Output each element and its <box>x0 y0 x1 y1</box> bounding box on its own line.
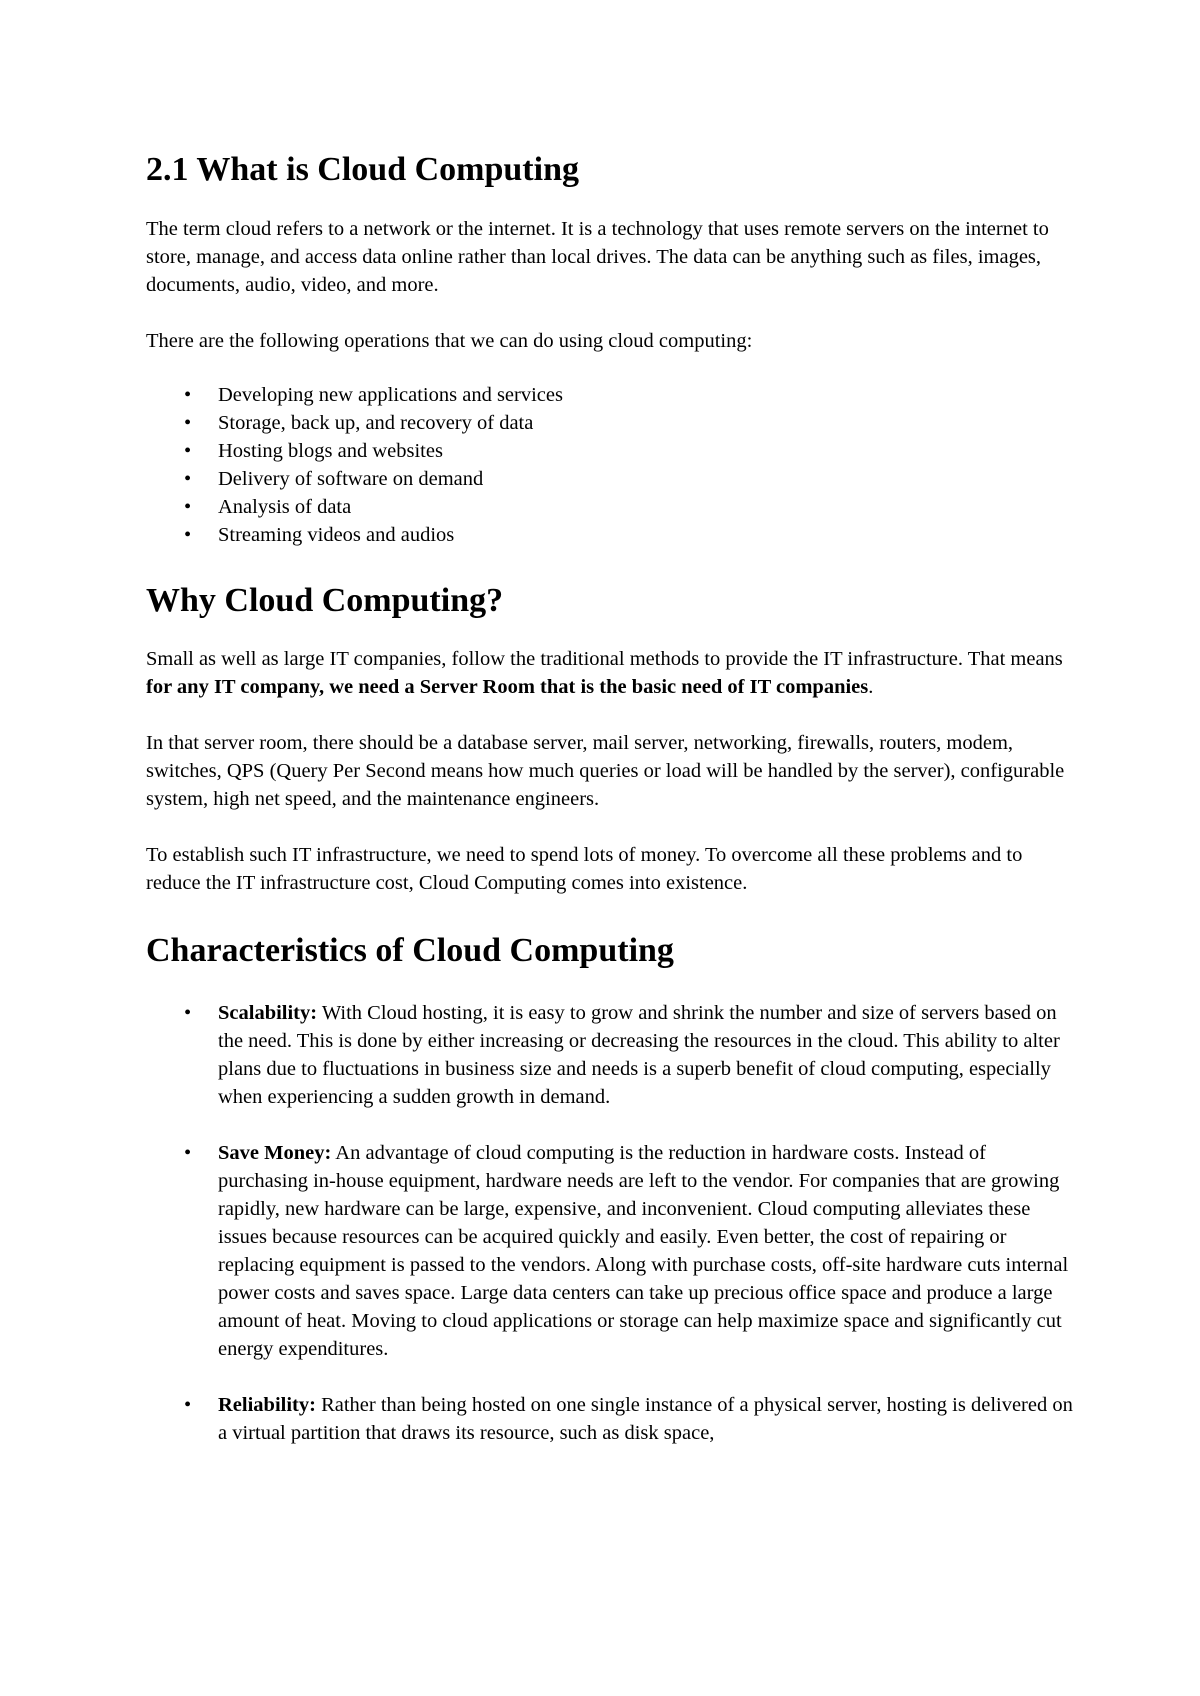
paragraph-infrastructure-cost: To establish such IT infrastructure, we need to spend lots of money. To overcome all these problems and to reduce the IT infrastructure cost, Cloud Computing comes into existence. <box>146 844 1023 894</box>
bullet-icon: • <box>184 1002 192 1024</box>
term-label: Reliability: <box>218 1394 316 1416</box>
paragraph-server-room: In that server room, there should be a database server, mail server, networking, firewalls, routers, modem, switches, QPS (Query Per Second means how much queries or load will be handled by the server), configurable system, high net speed, and the maintenance engineers. <box>146 732 1065 810</box>
term-label: Save Money: <box>218 1142 332 1164</box>
list-item: • Storage, back up, and recovery of data <box>146 409 1076 437</box>
bullet-icon: • <box>184 412 192 434</box>
paragraph-cloud-definition: The term cloud refers to a network or the internet. It is a technology that uses remote servers on the internet to store, manage, and access data online rather than local drives. The data can be anything such as files, images, documents, audio, video, and more. <box>146 218 1049 296</box>
operations-list <box>146 381 1076 549</box>
list-item-scalability: • Scalability: With Cloud hosting, it is easy to grow and shrink the number and size of servers based on the need. This is done by either increasing or decreasing the resources in the cloud. This ability to alter plans due to fluctuations in business size and needs is a superb benefit of cloud computing, especially when experiencing a sudden growth in demand. <box>146 999 1076 1111</box>
bullet-icon: • <box>184 524 192 546</box>
term-label: Scalability: <box>218 1002 318 1024</box>
bullet-icon: • <box>184 384 192 406</box>
document-page <box>146 142 1076 1475</box>
list-item: • Analysis of data <box>146 493 1076 521</box>
list-item: • Streaming videos and audios <box>146 521 1076 549</box>
paragraph-operations-intro: There are the following operations that we can do using cloud computing: <box>146 330 753 352</box>
list-item: • Developing new applications and services <box>146 381 1076 409</box>
bullet-icon: • <box>184 1394 192 1416</box>
heading-characteristics: Characteristics of Cloud Computing <box>146 932 674 969</box>
bullet-icon: • <box>184 468 192 490</box>
bullet-icon: • <box>184 440 192 462</box>
list-item: • Hosting blogs and websites <box>146 437 1076 465</box>
heading-what-is-cloud-computing: 2.1 What is Cloud Computing <box>146 151 579 188</box>
paragraph-traditional-methods: Small as well as large IT companies, follow the traditional methods to provide the IT infrastructure. That means for any IT company, we need a Server Room that is the basic need of IT companies. <box>146 648 1063 698</box>
bullet-icon: • <box>184 496 192 518</box>
list-item: • Delivery of software on demand <box>146 465 1076 493</box>
list-item-save-money: • Save Money: An advantage of cloud computing is the reduction in hardware costs. Instead of purchasing in-house equipment, hardware needs are left to the vendor. For companies that are growing rapidly, new hardware can be large, expensive, and inconvenient. Cloud computing alleviates these issues because resources can be acquired quickly and easily. Even better, the cost of repairing or replacing equipment is passed to the vendors. Along with purchase costs, off-site hardware cuts internal power costs and saves space. Large data centers can take up precious office space and produce a large amount of heat. Moving to cloud applications or storage can help maximize space and significantly cut energy expenditures. <box>146 1139 1076 1363</box>
emphasis-server-room: for any IT company, we need a Server Room that is the basic need of IT companies <box>146 676 869 698</box>
heading-why-cloud-computing: Why Cloud Computing? <box>146 582 504 619</box>
list-item-reliability: • Reliability: Rather than being hosted on one single instance of a physical server, hosting is delivered on a virtual partition that draws its resource, such as disk space, <box>146 1391 1076 1447</box>
bullet-icon: • <box>184 1142 192 1164</box>
characteristics-list <box>146 999 1076 1447</box>
